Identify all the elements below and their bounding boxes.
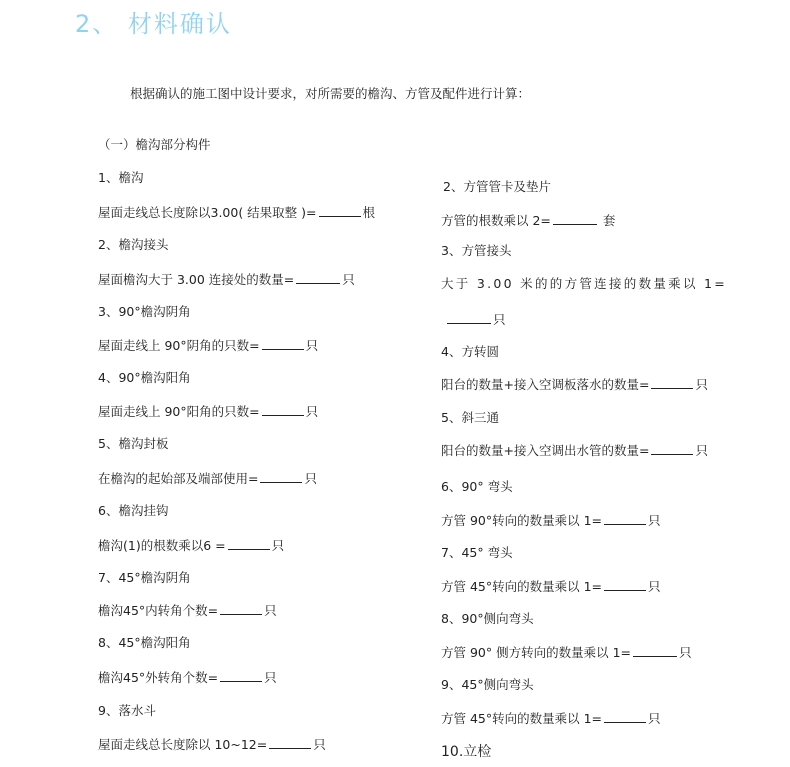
fill-blank (633, 644, 677, 657)
item-heading: 9、45°侧向弯头 (441, 677, 534, 692)
unit: 只 (493, 312, 506, 327)
fill-blank (262, 337, 304, 350)
unit: 只 (648, 711, 661, 726)
formula-text: 屋面檐沟大于 3.00 连接处的数量= (98, 272, 295, 287)
item-heading: 3、90°檐沟阴角 (98, 304, 191, 319)
formula-text: 方管 90°转向的数量乘以 1= (441, 513, 603, 528)
formula-text: 檐沟45°内转角个数= (98, 603, 219, 618)
item-heading: 1、檐沟 (98, 170, 144, 185)
item-formula (98, 669, 277, 686)
unit: 只 (271, 538, 285, 553)
unit: 只 (648, 513, 661, 528)
item-heading: 2、檐沟接头 (98, 237, 169, 252)
fill-blank (651, 376, 693, 389)
intro-text: 根据确认的施工图中设计要求，对所需要的檐沟、方管及配件进行计算： (130, 86, 531, 101)
item-formula (441, 710, 661, 727)
formula-text: 檐沟(1)的根数乘以6 = (98, 538, 226, 553)
item-heading: 6、檐沟挂钩 (98, 503, 169, 518)
item-formula (441, 376, 708, 393)
item-heading: 9、落水斗 (98, 703, 156, 718)
fill-blank (319, 204, 361, 217)
item-heading: 5、檐沟封板 (98, 436, 169, 451)
section-title: 2、 材料确认 (75, 10, 232, 38)
item-heading: 4、方转圆 (441, 344, 499, 359)
item-formula (441, 578, 661, 595)
item-heading: 8、45°檐沟阳角 (98, 635, 191, 650)
unit: 只 (304, 471, 317, 486)
fill-blank (220, 669, 262, 682)
fill-blank (651, 442, 693, 455)
unit: 只 (679, 645, 692, 660)
unit: 只 (695, 377, 708, 392)
unit: 只 (648, 579, 661, 594)
item-heading: 5、斜三通 (441, 410, 499, 425)
item-heading: 4、90°檐沟阳角 (98, 370, 191, 385)
formula-text: 方管 90° 侧方转向的数量乘以 1= (441, 645, 632, 660)
unit: 只 (264, 670, 277, 685)
fill-blank (269, 736, 311, 749)
item-heading: 10.立检 (441, 744, 492, 760)
item-formula (441, 512, 661, 529)
fill-blank (604, 512, 646, 525)
item-formula (441, 442, 708, 459)
item-formula (441, 644, 692, 661)
formula-text: 屋面走线总长度除以3.00( 结果取整 )= (98, 205, 317, 220)
unit: 只 (264, 603, 277, 618)
item-formula-continued (445, 311, 506, 328)
item-heading: 7、45° 弯头 (441, 545, 513, 560)
unit: 只 (305, 338, 319, 353)
formula-text: 阳台的数量+接入空调板落水的数量= (441, 377, 650, 392)
fill-blank (553, 212, 597, 225)
item-heading: 6、90° 弯头 (441, 479, 513, 494)
item-formula (98, 602, 277, 619)
item-formula (98, 271, 355, 288)
formula-text: 方管 45°转向的数量乘以 1= (441, 579, 603, 594)
formula-text: 方管的根数乘以 2= (441, 213, 551, 228)
subsection-heading: （一）檐沟部分构件 (98, 137, 211, 152)
unit: 只 (313, 737, 326, 752)
formula-text: 在檐沟的起始部及端部使用= (98, 471, 259, 486)
formula-text: 方管 45°转向的数量乘以 1= (441, 711, 603, 726)
unit: 根 (362, 205, 376, 220)
item-formula-text: 大于 3.00 米的的方管连接的数量乘以 1= (441, 276, 728, 291)
fill-blank (228, 537, 270, 550)
unit: 只 (342, 272, 355, 287)
formula-text: 檐沟45°外转角个数= (98, 670, 219, 685)
item-heading: 2、方管管卡及垫片 (443, 179, 551, 194)
formula-text: 阳台的数量+接入空调出水管的数量= (441, 443, 650, 458)
item-formula (98, 204, 375, 221)
item-formula (98, 736, 326, 753)
item-formula (98, 537, 284, 554)
fill-blank (604, 710, 646, 723)
item-heading: 7、45°檐沟阴角 (98, 570, 191, 585)
formula-text: 屋面走线总长度除以 10~12= (98, 737, 268, 752)
item-heading: 8、90°侧向弯头 (441, 611, 534, 626)
fill-blank (220, 602, 262, 615)
unit: 只 (695, 443, 708, 458)
fill-blank (604, 578, 646, 591)
fill-blank (296, 271, 340, 284)
item-formula (441, 212, 615, 229)
fill-blank (447, 311, 491, 324)
formula-text: 屋面走线上 90°阴角的只数= (98, 338, 260, 353)
unit: 只 (305, 404, 319, 419)
item-formula (98, 403, 318, 420)
fill-blank (260, 470, 302, 483)
item-heading: 3、方管接头 (441, 243, 512, 258)
unit: 套 (602, 213, 616, 228)
item-formula (98, 337, 318, 354)
item-formula (98, 470, 317, 487)
fill-blank (262, 403, 304, 416)
formula-text: 屋面走线上 90°阳角的只数= (98, 404, 260, 419)
